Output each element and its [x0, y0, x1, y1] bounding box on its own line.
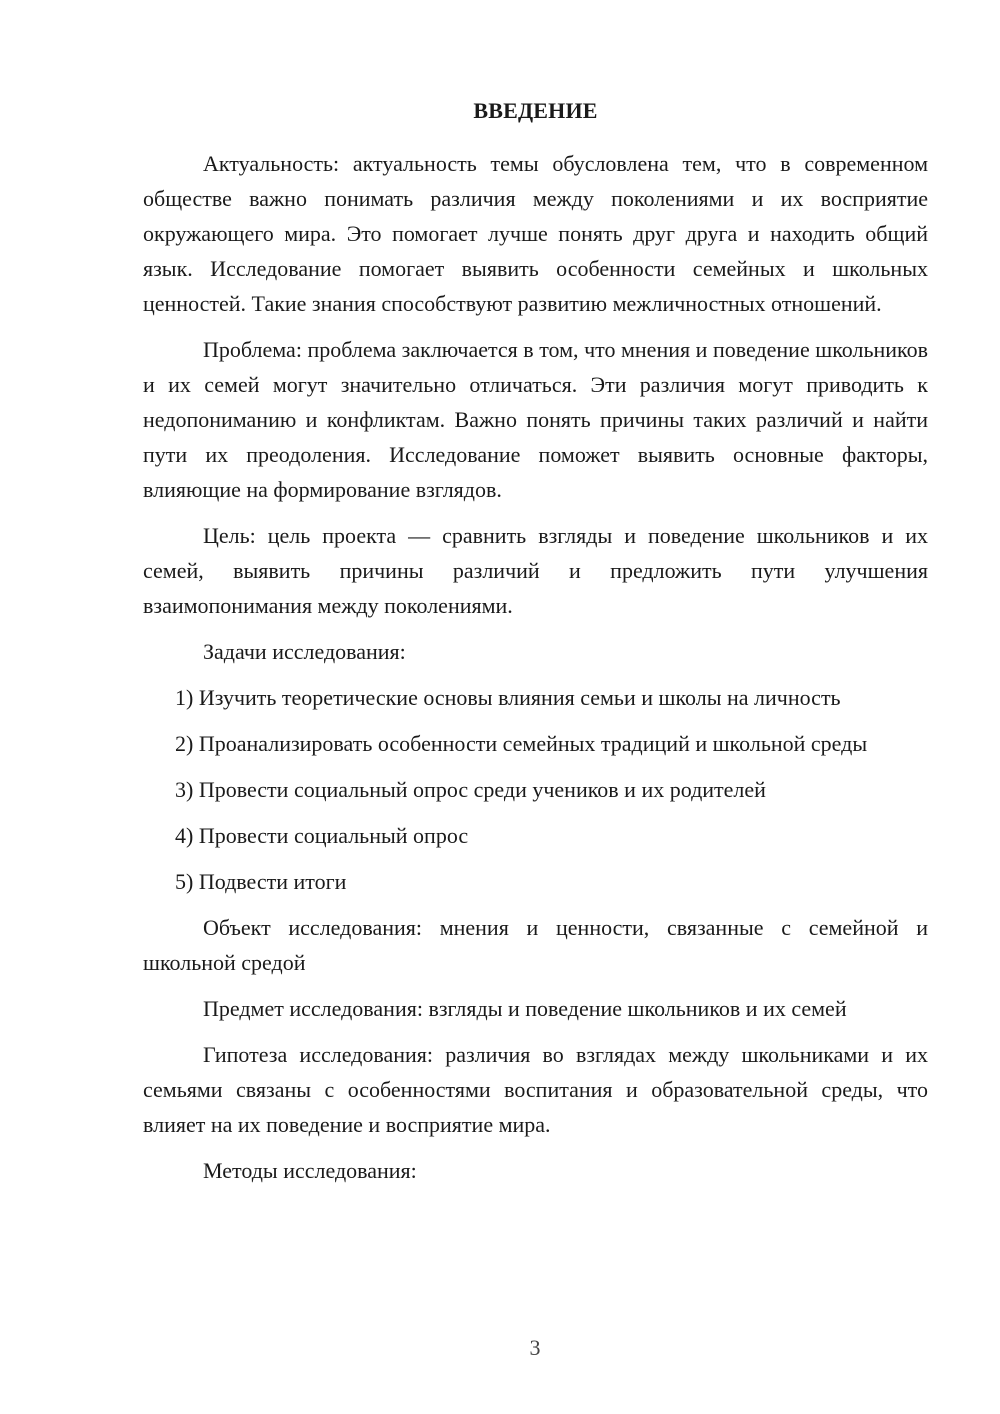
page-number: 3 — [529, 1335, 541, 1360]
task-item: 1) Изучить теоретические основы влияния семьи и школы на личность — [175, 685, 841, 710]
task-item: 4) Провести социальный опрос — [175, 823, 469, 848]
document-page — [143, 96, 928, 1188]
paragraph-methods-heading: Методы исследования: — [203, 1158, 417, 1183]
paragraph-tasks-heading: Задачи исследования: — [203, 639, 406, 664]
paragraph-relevance: Актуальность: актуальность темы обусловлена тем, что в современном обществе важно понимать различия между поколениями и их восприятие окружающего мира. Это помогает лучше понять друг друга и находить общий язык. Исследование помогает выявить особенности семейных и школьных ценностей. Такие знания способствуют развитию межличностных отношений. — [143, 151, 928, 316]
paragraph-problem: Проблема: проблема заключается в том, что мнения и поведение школьников и их семей могут значительно отличаться. Эти различия могут приводить к недопониманию и конфликтам. Важно понять причины таких различий и найти пути их преодоления. Исследование поможет выявить основные факторы, влияющие на формирование взглядов. — [143, 337, 928, 502]
section-title: ВВЕДЕНИЕ — [473, 98, 598, 123]
paragraph-object: Объект исследования: мнения и ценности, связанные с семейной и школьной средой — [143, 915, 928, 975]
paragraph-goal: Цель: цель проекта — сравнить взгляды и поведение школьников и их семей, выявить причины различий и предложить пути улучшения взаимопонимания между поколениями. — [143, 523, 928, 618]
task-item: 2) Проанализировать особенности семейных традиций и школьной среды — [175, 731, 868, 756]
task-item: 3) Провести социальный опрос среди учеников и их родителей — [175, 777, 766, 802]
paragraph-subject: Предмет исследования: взгляды и поведение школьников и их семей — [203, 996, 847, 1021]
paragraph-hypothesis: Гипотеза исследования: различия во взглядах между школьниками и их семьями связаны с особенностями воспитания и образовательной среды, что влияет на их поведение и восприятие мира. — [143, 1042, 928, 1137]
task-item: 5) Подвести итоги — [175, 869, 347, 894]
